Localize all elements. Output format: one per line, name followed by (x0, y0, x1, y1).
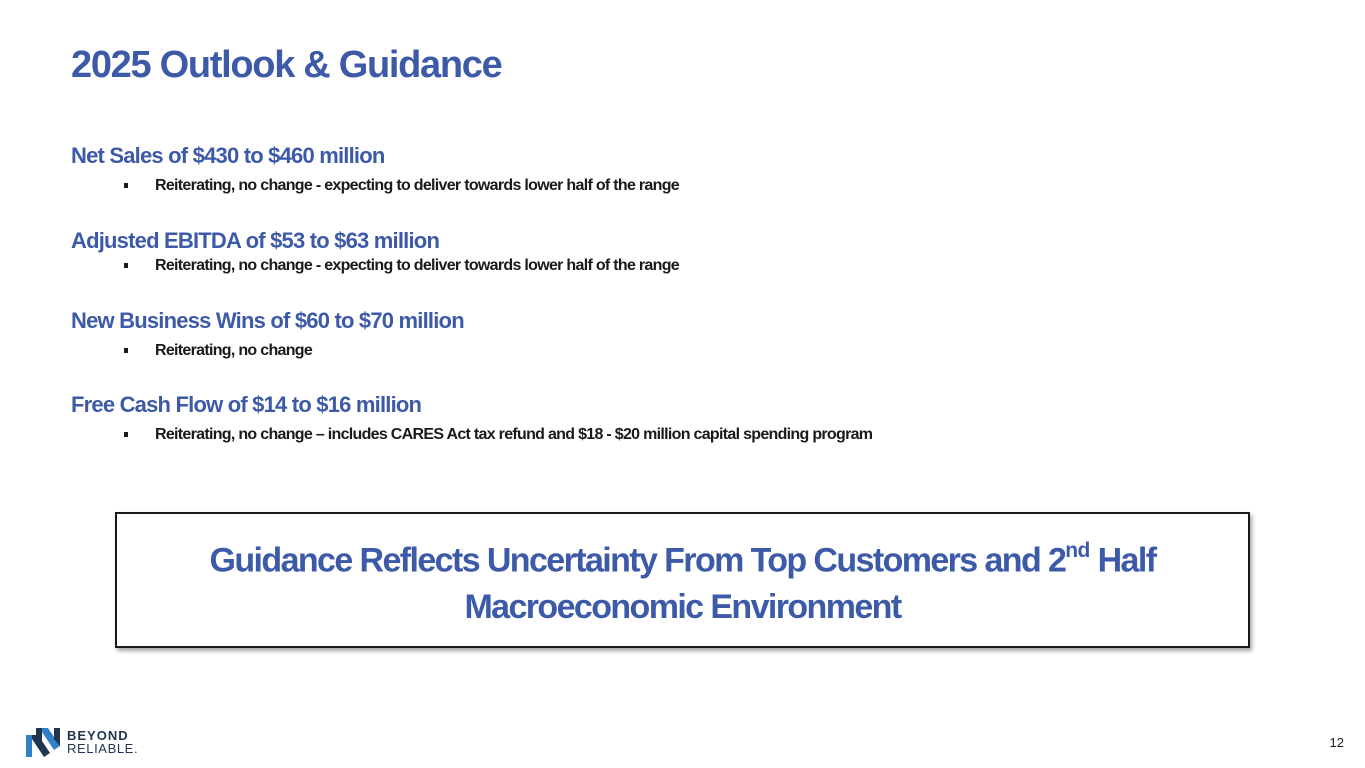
section-heading: Adjusted EBITDA of $53 to $63 million (71, 228, 440, 253)
bullet-text: Reiterating, no change (155, 342, 313, 359)
callout-line1-start: Guidance Reflects Uncertainty From Top Customers and 2 (209, 541, 1066, 580)
logo-wordmark (67, 729, 138, 755)
section-heading: Free Cash Flow of $14 to $16 million (71, 392, 422, 417)
callout-line1-end: Half (1089, 541, 1156, 580)
callout-line2: Macroeconomic Environment (464, 587, 901, 626)
logo-line-beyond: BEYOND (67, 728, 129, 743)
square-bullet-icon (124, 348, 128, 353)
bullet-item (71, 425, 873, 445)
bullet-text: Reiterating, no change - expecting to deliver towards lower half of the range (155, 177, 679, 194)
section-heading: New Business Wins of $60 to $70 million (71, 308, 464, 333)
bullet-text: Reiterating, no change - expecting to deliver towards lower half of the range (155, 257, 679, 274)
section-free-cash-flow (71, 392, 873, 445)
section-new-business-wins (71, 308, 464, 361)
square-bullet-icon (124, 263, 128, 268)
guidance-callout-box (115, 512, 1250, 648)
company-logo (24, 727, 138, 757)
bullet-text: Reiterating, no change – includes CARES Act tax refund and $18 - $20 million capital spending program (155, 426, 873, 443)
section-adjusted-ebitda (71, 228, 679, 276)
section-net-sales (71, 143, 679, 196)
logo-line-reliable: RELIABLE. (67, 741, 139, 756)
square-bullet-icon (124, 183, 128, 188)
bullet-item (71, 341, 464, 361)
slide-title: 2025 Outlook & Guidance (71, 44, 502, 86)
bullet-item (71, 176, 679, 196)
section-heading: Net Sales of $430 to $460 million (71, 143, 385, 168)
bullet-item (71, 256, 679, 276)
callout-text (210, 530, 1156, 629)
callout-superscript: nd (1065, 539, 1090, 563)
beyond-reliable-logo-mark-icon (24, 727, 62, 757)
square-bullet-icon (124, 432, 128, 437)
page-number: 12 (1329, 735, 1344, 750)
